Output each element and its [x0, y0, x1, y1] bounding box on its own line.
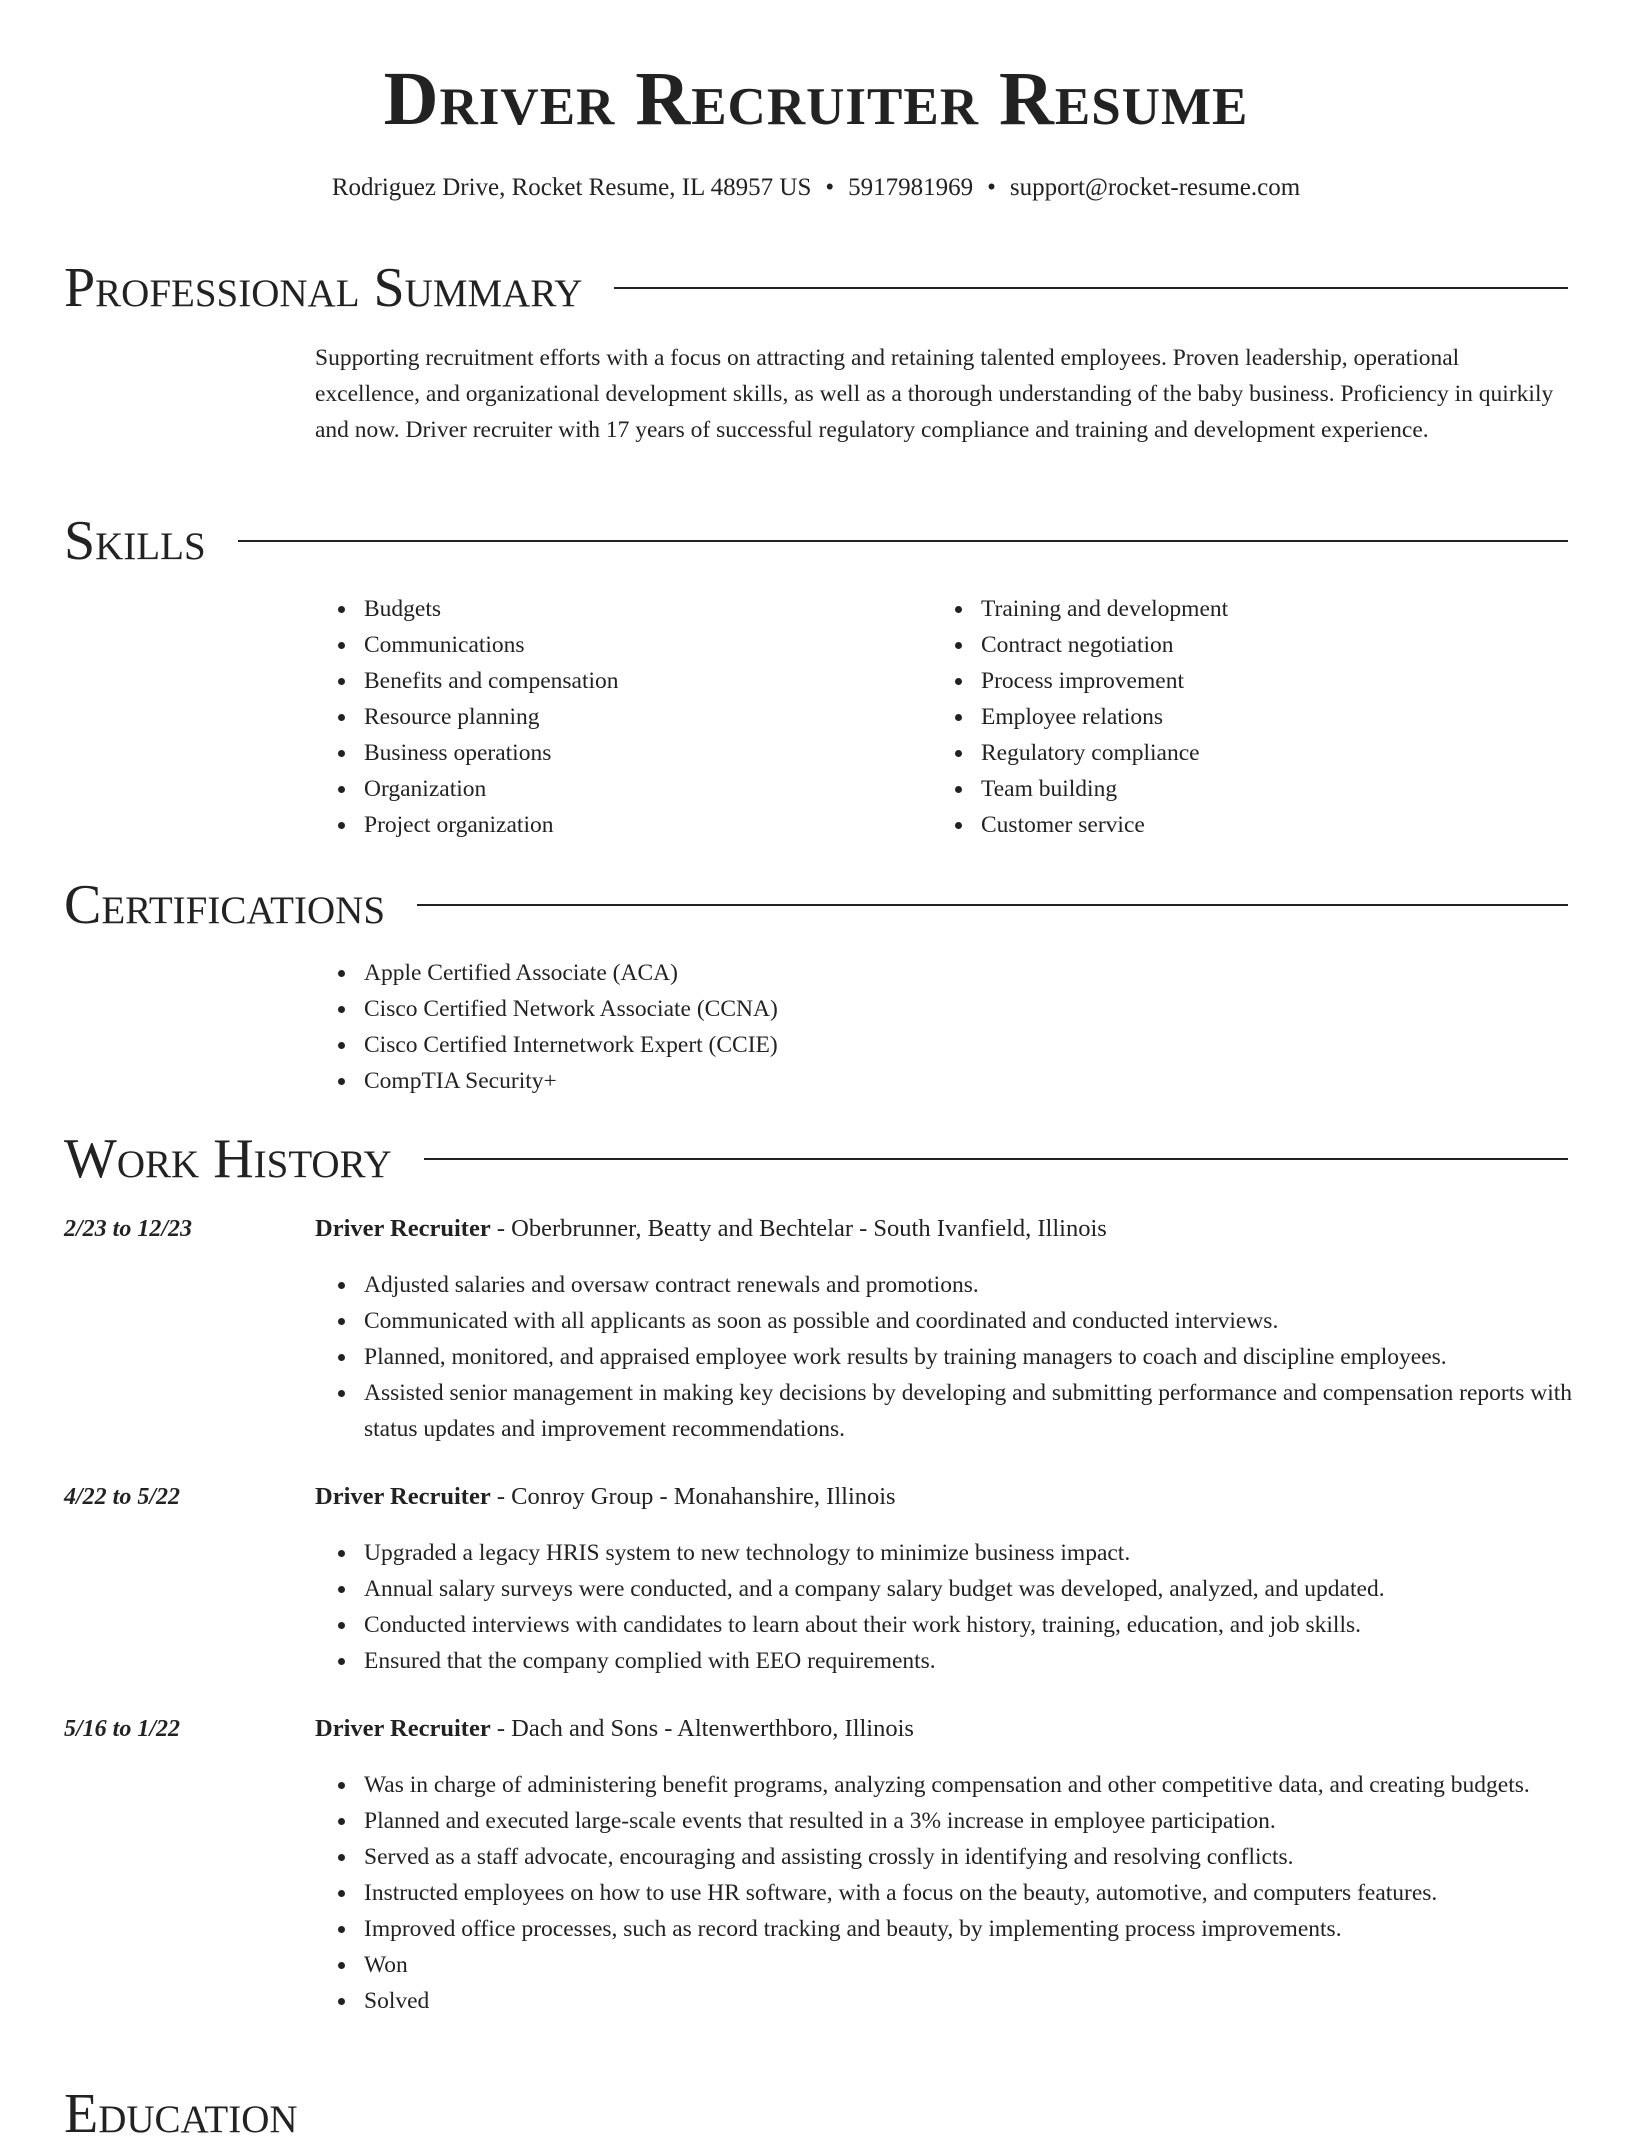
- work-dates: 2/23 to 12/23: [64, 1216, 193, 1242]
- work-entry: [64, 1713, 1568, 2053]
- work-bullet: • Instructed employees on how to use HR software, with a focus on the beauty, automotive, and computers features.: [358, 1875, 1588, 1911]
- section-divider: [238, 540, 1568, 542]
- resume-title: Driver Recruiter Resume: [383, 57, 1249, 141]
- work-dates: 4/22 to 5/22: [64, 1484, 181, 1510]
- contact-email[interactable]: support@rocket-resume.com: [1009, 174, 1301, 201]
- work-bullet: • Improved office processes, such as record tracking and beauty, by implementing process improvements.: [358, 1911, 1588, 1947]
- skills-list-right: [975, 591, 1228, 843]
- work-bullet: • Communicated with all applicants as soon as possible and coordinated and conducted interviews.: [358, 1303, 1588, 1339]
- skill-item: • Budgets: [358, 591, 619, 627]
- section-title: Work History: [64, 1128, 392, 1190]
- certifications-list: [358, 955, 778, 1099]
- section-title: Certifications: [64, 874, 386, 936]
- summary-text: Supporting recruitment efforts with a focus on attracting and retaining talented employees. Proven leadership, operational excellence, and organizational development skills, as well as a thorough understanding of the baby business. Proficiency in quirkily and now. Driver recruiter with 17 years of successful regulatory compliance and training and development experience.: [315, 345, 1554, 443]
- work-company: - Oberbrunner, Beatty and Bechtelar - South Ivanfield, Illinois: [490, 1215, 1107, 1242]
- contact-line: [0, 174, 1632, 202]
- section-heading-summary: [64, 257, 1568, 319]
- section-title: Skills: [64, 510, 206, 572]
- work-bullet: • Upgraded a legacy HRIS system to new technology to minimize business impact.: [358, 1535, 1588, 1571]
- work-bullet: • Planned and executed large-scale events that resulted in a 3% increase in employee participation.: [358, 1803, 1588, 1839]
- work-heading: [315, 1213, 1107, 1245]
- work-dates: 5/16 to 1/22: [64, 1716, 181, 1742]
- work-bullet: • Assisted senior management in making key decisions by developing and submitting performance and compensation reports with status updates and improvement recommendations.: [358, 1375, 1588, 1447]
- section-divider: [417, 904, 1568, 906]
- work-bullet: • Annual salary surveys were conducted, and a company salary budget was developed, analyzed, and updated.: [358, 1571, 1588, 1607]
- work-bullet: • Was in charge of administering benefit programs, analyzing compensation and other competitive data, and creating budgets.: [358, 1767, 1588, 1803]
- section-title: Professional Summary: [64, 257, 583, 319]
- work-role: Driver Recruiter: [315, 1215, 491, 1242]
- work-bullet: • Ensured that the company complied with EEO requirements.: [358, 1643, 1588, 1679]
- work-bullet: • Adjusted salaries and oversaw contract renewals and promotions.: [358, 1267, 1588, 1303]
- certification-item: • Cisco Certified Internetwork Expert (CCIE): [358, 1027, 778, 1063]
- contact-address: Rodriguez Drive, Rocket Resume, IL 48957 US: [331, 174, 812, 201]
- skills-list-left: [358, 591, 619, 843]
- skill-item: • Employee relations: [975, 699, 1228, 735]
- work-role: Driver Recruiter: [315, 1483, 491, 1510]
- skill-item: • Business operations: [358, 735, 619, 771]
- section-heading-education: [64, 2083, 1568, 2145]
- work-entry: [64, 1481, 1568, 1681]
- work-bullets: [358, 1767, 1588, 2019]
- work-bullet: • Solved: [358, 1983, 1588, 2019]
- skill-item: • Communications: [358, 627, 619, 663]
- certification-item: • CompTIA Security+: [358, 1063, 778, 1099]
- skill-item: • Team building: [975, 771, 1228, 807]
- work-heading: [315, 1713, 914, 1745]
- contact-separator: •: [987, 174, 996, 201]
- section-heading-skills: [64, 510, 1568, 572]
- work-bullet: • Won: [358, 1947, 1588, 1983]
- skill-item: • Project organization: [358, 807, 619, 843]
- work-bullet: • Served as a staff advocate, encouraging and assisting crossly in identifying and resolving conflicts.: [358, 1839, 1588, 1875]
- skill-item: • Benefits and compensation: [358, 663, 619, 699]
- skill-item: • Training and development: [975, 591, 1228, 627]
- work-heading: [315, 1481, 896, 1513]
- skill-item: • Contract negotiation: [975, 627, 1228, 663]
- skill-item: • Organization: [358, 771, 619, 807]
- skill-item: • Process improvement: [975, 663, 1228, 699]
- section-heading-work-history: [64, 1128, 1568, 1190]
- work-bullets: [358, 1267, 1588, 1447]
- certification-item: • Cisco Certified Network Associate (CCNA): [358, 991, 778, 1027]
- contact-phone: 5917981969: [848, 174, 974, 201]
- section-divider: [614, 287, 1568, 289]
- work-bullet: • Conducted interviews with candidates to learn about their work history, training, education, and job skills.: [358, 1607, 1588, 1643]
- contact-separator: •: [825, 174, 835, 201]
- work-company: - Dach and Sons - Altenwerthboro, Illinois: [490, 1715, 914, 1742]
- section-divider: [424, 1158, 1568, 1160]
- section-heading-certifications: [64, 874, 1568, 936]
- skill-item: • Customer service: [975, 807, 1228, 843]
- work-role: Driver Recruiter: [315, 1715, 491, 1742]
- section-title: Education: [64, 2083, 298, 2145]
- work-entry: [64, 1213, 1573, 1453]
- work-bullet: • Planned, monitored, and appraised employee work results by training managers to coach and discipline employees.: [358, 1339, 1588, 1375]
- skill-item: • Resource planning: [358, 699, 619, 735]
- skill-item: • Regulatory compliance: [975, 735, 1228, 771]
- certification-item: • Apple Certified Associate (ACA): [358, 955, 778, 991]
- work-bullets: [358, 1535, 1588, 1679]
- work-company: - Conroy Group - Monahanshire, Illinois: [490, 1483, 896, 1510]
